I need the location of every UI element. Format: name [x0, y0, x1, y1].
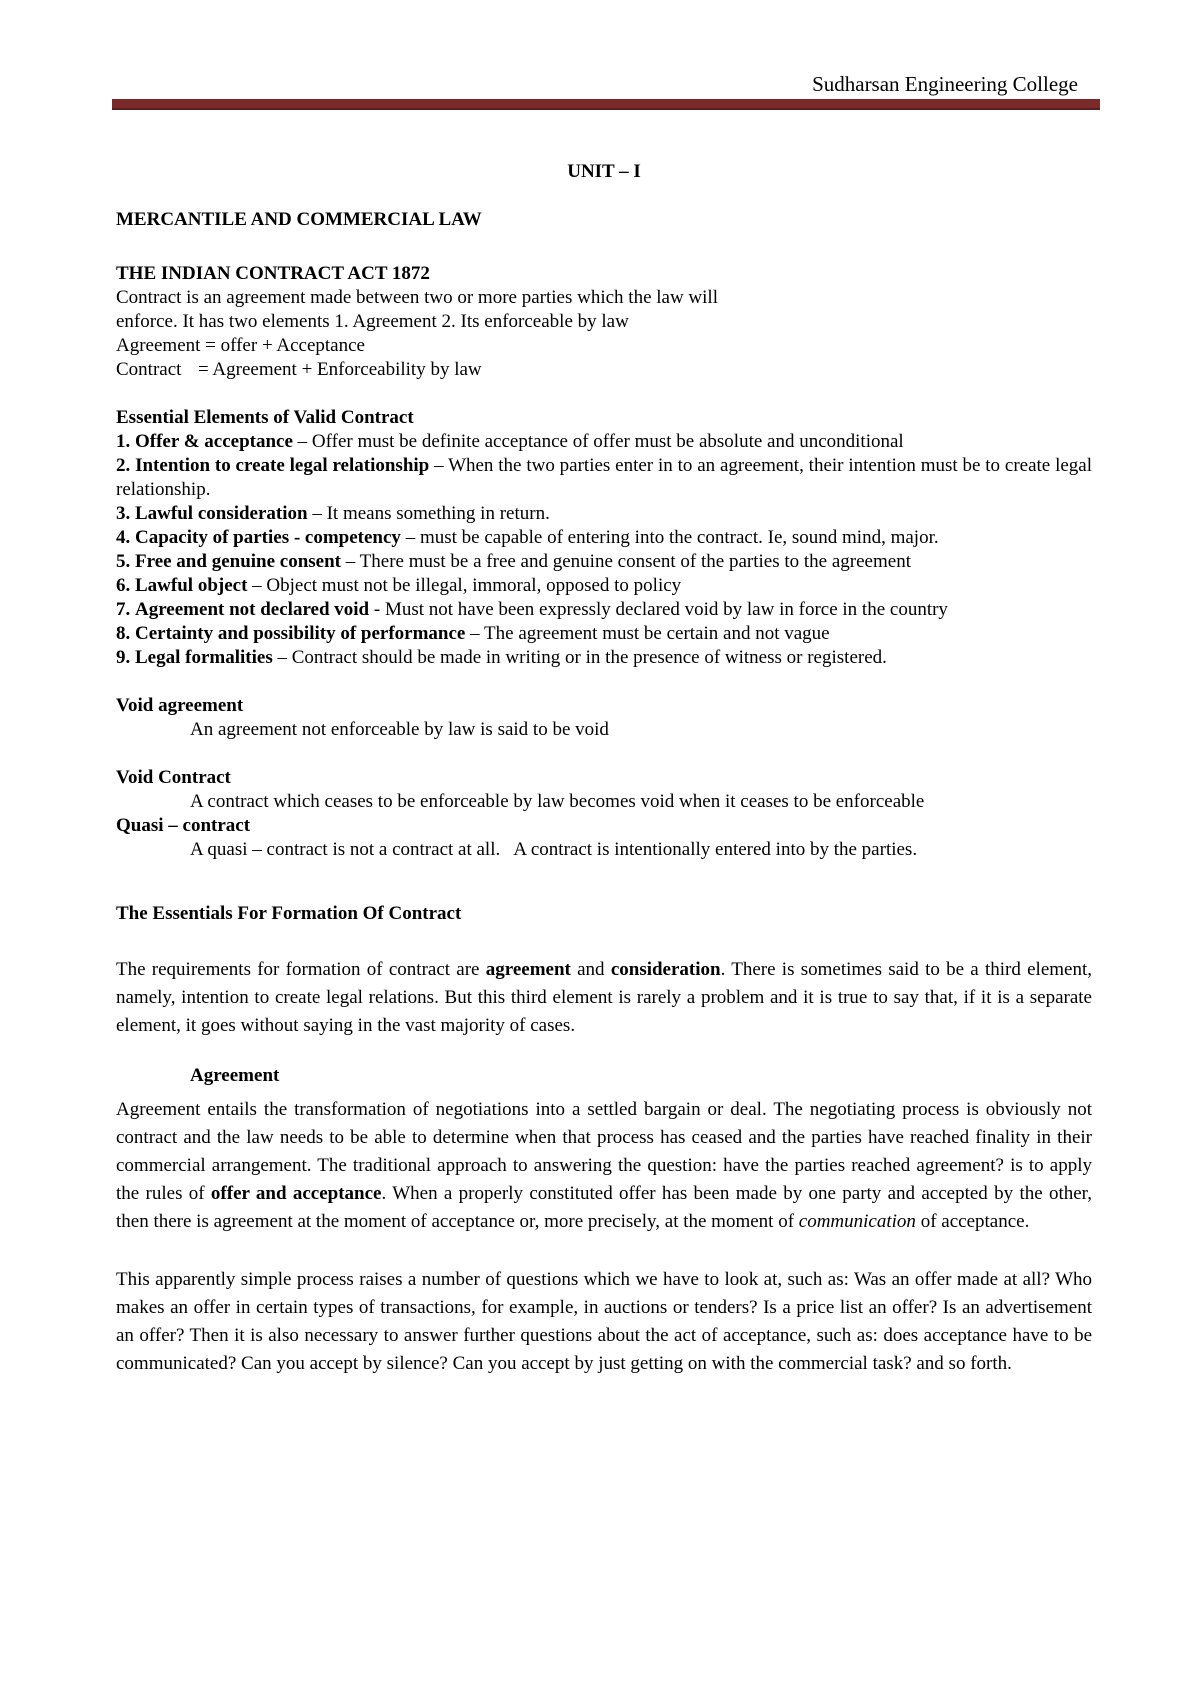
formation-text: . There is sometimes said to be a third element, namely, intention to create legal relations. But this third element is rarely a problem and it is true to say that, if it is a separate element, it goes without saying in the vast majority of cases. [116, 959, 1092, 1036]
header-college-name: Sudharsan Engineering College [812, 72, 1078, 96]
essential-text: – must be capable of entering into the contract. Ie, sound mind, major. [400, 527, 939, 548]
essentials-heading: Essential Elements of Valid Contract [116, 407, 414, 428]
formation-heading: The Essentials For Formation Of Contract [116, 903, 462, 924]
essential-text: – Object must not be illegal, immoral, opposed to policy [247, 575, 682, 596]
essential-num: 5. [116, 551, 131, 572]
essential-item [116, 502, 1092, 526]
essential-term: Intention to create legal relationship [135, 455, 430, 476]
intro-line-2: enforce. It has two elements 1. Agreement 2. Its enforceable by law [116, 311, 629, 332]
agreement-text: . When a properly constituted offer has been made by one party and accepted by the other, then there is agreement at the moment of acceptance or, more precisely, at the moment of [116, 1183, 1092, 1232]
formation-text: The requirements for formation of contract are [116, 959, 486, 980]
essential-item [116, 622, 1092, 646]
intro-line-1: Contract is an agreement made between two or more parties which the law will [116, 287, 718, 308]
essential-text: – The agreement must be certain and not vague [465, 623, 830, 644]
essential-term: Capacity of parties - competency [135, 527, 401, 548]
essential-text: - Must not have been expressly declared void by law in force in the country [369, 599, 948, 620]
header-rule [112, 99, 1100, 110]
essential-num: 9. [116, 647, 131, 668]
agreement-term-communication: communication [798, 1211, 916, 1232]
void-agreement-text: An agreement not enforceable by law is said to be void [190, 719, 609, 740]
agreement-text: of acceptance. [915, 1211, 1030, 1232]
essential-term: Agreement not declared void [135, 599, 370, 620]
essential-text: – When the two parties enter in to an agreement, their intention must be to create legal relationship. [116, 455, 1092, 500]
essential-num: 6. [116, 575, 131, 596]
essential-text: – Offer must be definite acceptance of offer must be absolute and unconditional [292, 431, 904, 452]
essential-term: Lawful consideration [135, 503, 308, 524]
essential-num: 2. [116, 455, 131, 476]
void-contract-text: A contract which ceases to be enforceable by law becomes void when it ceases to be enforceable [190, 791, 925, 812]
essential-term: Offer & acceptance [135, 431, 293, 452]
essential-term: Certainty and possibility of performance [135, 623, 466, 644]
essential-item [116, 526, 1092, 550]
essential-text: – There must be a free and genuine consent of the parties to the agreement [341, 551, 911, 572]
agreement-text: Agreement entails the transformation of negotiations into a settled bargain or deal. The negotiating process is obviously not contract and the law needs to be able to determine when that process has ceased and the parties have reached finality in their commercial arrangement. The traditional approach to answering the question: have the parties reached agreement? is to apply the rules of [116, 1099, 1092, 1204]
unit-title: UNIT – I [567, 161, 641, 182]
intro-line-4-label: Contract [116, 359, 182, 380]
quasi-contract-text: A quasi – contract is not a contract at all. A contract is intentionally entered into by the parties. [190, 839, 918, 860]
essential-term: Legal formalities [135, 647, 273, 668]
essential-num: 1. [116, 431, 131, 452]
essential-item [116, 598, 1092, 622]
agreement-heading: Agreement [190, 1065, 280, 1086]
essential-num: 8. [116, 623, 131, 644]
intro-line-4-value: = Agreement + Enforceability by law [198, 359, 482, 380]
essentials-list [116, 430, 1092, 670]
intro-line-4 [116, 358, 1092, 382]
essential-term: Free and genuine consent [135, 551, 342, 572]
essential-num: 7. [116, 599, 131, 620]
agreement-term-offer-acceptance: offer and acceptance [210, 1183, 382, 1204]
agreement-paragraph-2: This apparently simple process raises a number of questions which we have to look at, such as: Was an offer made at all? Who makes an offer in certain types of transactions, for example, in auctions or tenders? Is a price list an offer? Is an advertisement an offer? Then it is also necessary to answer further questions about the act of acceptance, such as: does acceptance have to be communicated? Can you accept by silence? Can you accept by just getting on with the commercial task? and so forth. [116, 1269, 1092, 1374]
essential-text: – It means something in return. [307, 503, 550, 524]
essential-text: – Contract should be made in writing or in the presence of witness or registered. [272, 647, 887, 668]
essential-term: Lawful object [135, 575, 248, 596]
formation-term-consideration: consideration [610, 959, 721, 980]
act-title: THE INDIAN CONTRACT ACT 1872 [116, 263, 430, 284]
document-body [116, 160, 1092, 1378]
essential-item [116, 430, 1092, 454]
essential-item [116, 646, 1092, 670]
void-agreement-heading: Void agreement [116, 695, 244, 716]
agreement-paragraph-1 [116, 1096, 1092, 1236]
formation-paragraph [116, 956, 1092, 1040]
formation-term-agreement: agreement [485, 959, 571, 980]
section-title: MERCANTILE AND COMMERCIAL LAW [116, 209, 482, 230]
essential-item [116, 550, 1092, 574]
essential-num: 3. [116, 503, 131, 524]
essential-item [116, 574, 1092, 598]
void-contract-heading: Void Contract [116, 767, 231, 788]
essential-num: 4. [116, 527, 131, 548]
intro-block [116, 286, 1092, 382]
formation-text: and [570, 959, 611, 980]
quasi-contract-heading: Quasi – contract [116, 815, 251, 836]
essential-item [116, 454, 1092, 502]
intro-line-3: Agreement = offer + Acceptance [116, 335, 365, 356]
